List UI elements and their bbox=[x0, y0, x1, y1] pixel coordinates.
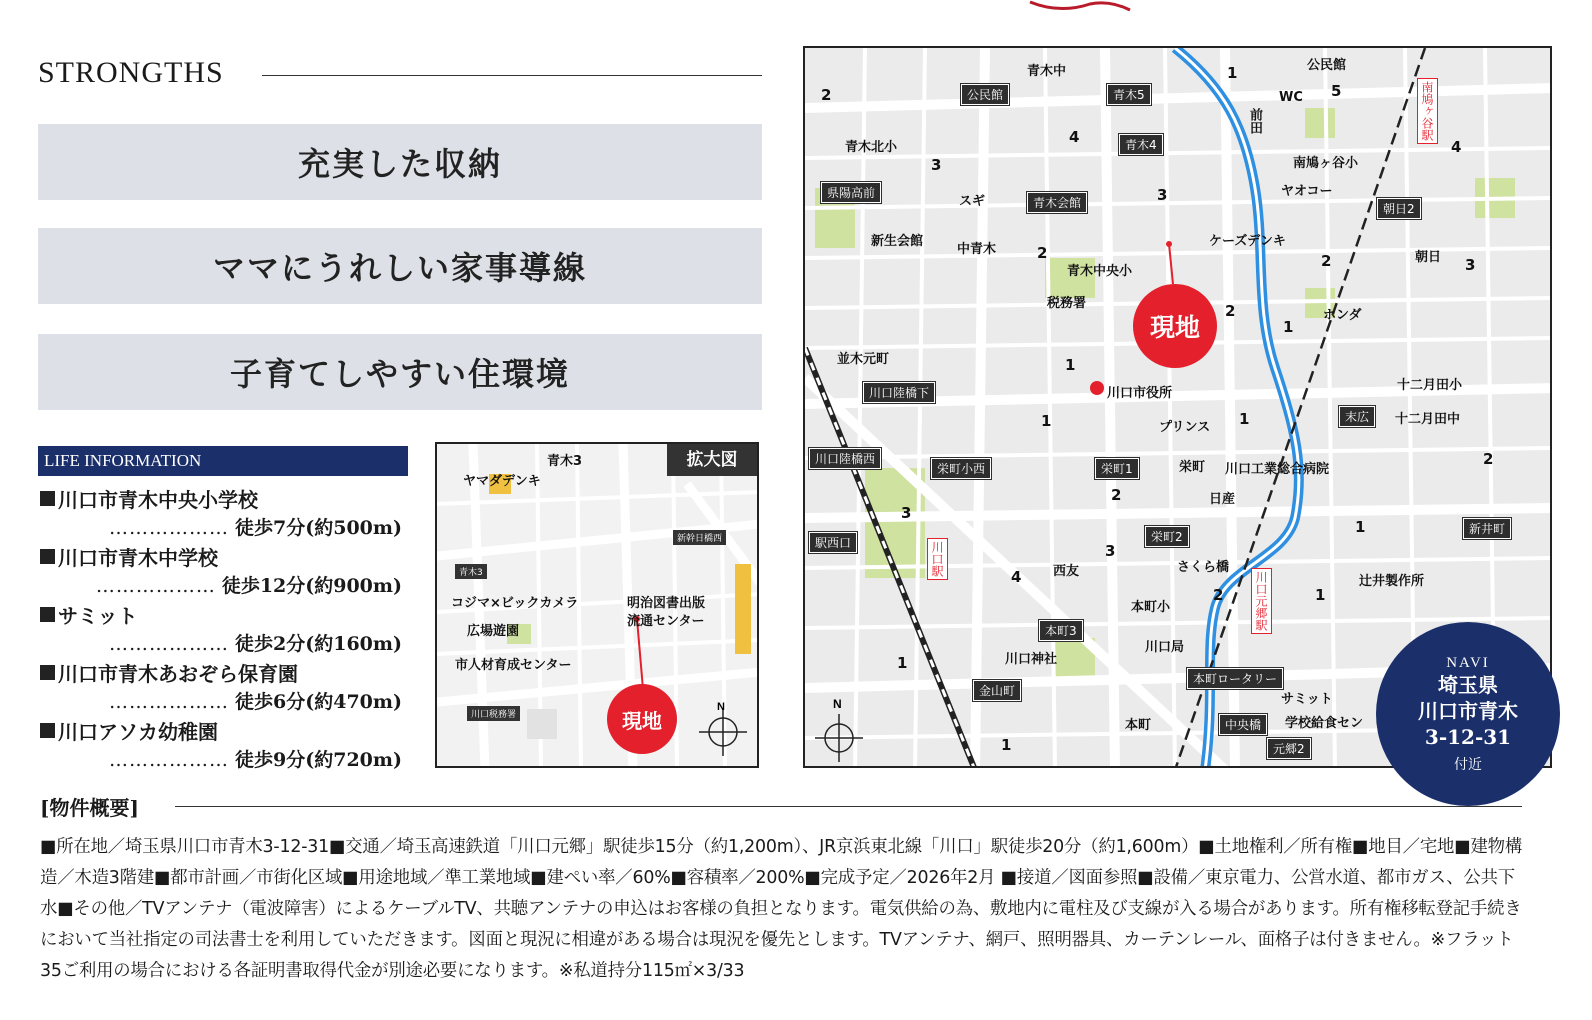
map-label: 川口局 bbox=[1145, 640, 1185, 655]
list-item: 川口市青木中央小学校 ……………… 徒歩7分(約500m) bbox=[40, 484, 402, 542]
map-label: サミット bbox=[1281, 692, 1333, 707]
zoom-tag: 拡大図 bbox=[667, 444, 757, 476]
intersection-sign: 公民館 bbox=[961, 84, 1009, 105]
intersection-sign: 本町3 bbox=[1039, 620, 1083, 641]
navi-city: 川口市青木 bbox=[1418, 698, 1518, 723]
svg-text:N: N bbox=[833, 697, 842, 711]
intersection-sign: 青木会館 bbox=[1027, 192, 1087, 213]
intersection-sign: 元郷2 bbox=[1267, 738, 1311, 759]
map-label: ケーズデンキ bbox=[1209, 234, 1286, 249]
list-item: サミット ……………… 徒歩2分(約160m) bbox=[40, 600, 402, 658]
outline-text: ■所在地／埼玉県川口市青木3-12-31■交通／埼玉高速鉄道「川口元郷」駅徒歩15分（約1,200m）、JR京浜東北線「川口」駅徒歩20分（約1,600m）■土地権利／所有権■地目／宅地■建物構造／木造3階建■都市計画／市街化区域■用途地域／準工業地域■建ぺい率／60%■容積率／200%■完成予定／2026年2月 ■接道／図面参照■設備／東京電力、公営水道、都市ガス、公共下水■その他／TVアンテナ（電波障害）によるケーブルTV、共聴アンテナの申込はお客様の負担となります。電気供給の為、敷地内に電柱及び支線が入る場合があります。所有権移転登記手続きにおいて当社指定の司法書士を利用していただきます。図面と現況に相違がある場合は現況を優先とします。TVアンテナ、網戸、照明器具、カーテンレール、面格子は付きません。※フラット35ご利用の場合における各証明書取得代金が別途必要になります。※私道持分115㎡×3/33 bbox=[40, 837, 1523, 981]
map-label: 十二月田中 bbox=[1395, 412, 1461, 427]
intersection-sign: 栄町小西 bbox=[931, 458, 991, 479]
navi-vicinity: 付近 bbox=[1454, 756, 1482, 773]
map-label: 本町 bbox=[1125, 718, 1152, 733]
intersection-sign: 駅西口 bbox=[809, 532, 857, 553]
walk-time: 徒歩7分(約500m) bbox=[235, 517, 402, 539]
map-label: 川口市役所 bbox=[1107, 386, 1173, 401]
map-label: 新生会館 bbox=[871, 234, 924, 249]
map-label: 明治図書出版 bbox=[627, 596, 706, 611]
map-label: 朝日 bbox=[1415, 250, 1442, 265]
intersection-sign: 新幹日橋西 bbox=[673, 530, 726, 545]
map-label: ヤマダデンキ bbox=[463, 474, 541, 489]
walk-time: 徒歩2分(約160m) bbox=[235, 633, 402, 655]
map-label: さくら橋 bbox=[1177, 560, 1230, 575]
map-label: 学校給食セン bbox=[1285, 716, 1364, 731]
map-label: コジマ×ビックカメラ bbox=[451, 596, 579, 611]
intersection-sign: 県陽高前 bbox=[821, 182, 881, 203]
walk-time: 徒歩9分(約720m) bbox=[235, 749, 402, 771]
map-label: 十二月田小 bbox=[1397, 378, 1463, 393]
divider bbox=[175, 806, 1522, 807]
map-label: 公民館 bbox=[1307, 58, 1347, 73]
station-label: 川口駅 bbox=[927, 538, 948, 580]
intersection-sign: 青木4 bbox=[1119, 134, 1163, 155]
intersection-sign: 青木3 bbox=[455, 564, 487, 579]
map-label: 栄町 bbox=[1179, 460, 1206, 475]
strengths-title: STRONGTHS bbox=[38, 56, 224, 89]
map-label: 西友 bbox=[1053, 564, 1080, 579]
map-label: WC bbox=[1279, 90, 1303, 105]
facility-name: 川口市青木中学校 bbox=[58, 545, 218, 570]
intersection-sign: 新井町 bbox=[1463, 518, 1511, 539]
map-label: 本町小 bbox=[1131, 600, 1171, 615]
intersection-sign: 川口税務署 bbox=[467, 706, 520, 721]
map-label: プリンス bbox=[1159, 420, 1211, 435]
navi-label: NAVI bbox=[1446, 654, 1490, 671]
list-item: 川口市青木中学校 ……………… 徒歩12分(約900m) bbox=[40, 542, 402, 600]
intersection-sign: 栄町1 bbox=[1095, 458, 1139, 479]
site-marker: 現地 bbox=[607, 684, 677, 754]
site-marker: 現地 bbox=[1133, 284, 1217, 368]
facility-name: 川口市青木中央小学校 bbox=[58, 487, 258, 512]
walk-time: 徒歩12分(約900m) bbox=[221, 575, 402, 597]
intersection-sign: 栄町2 bbox=[1145, 526, 1189, 547]
intersection-sign: 青木5 bbox=[1107, 84, 1151, 105]
intersection-sign: 朝日2 bbox=[1377, 198, 1421, 219]
walk-time: 徒歩6分(約470m) bbox=[235, 691, 402, 713]
station-label: 南鳩ヶ谷駅 bbox=[1417, 78, 1438, 144]
life-info-list bbox=[40, 484, 402, 774]
navi-pref: 埼玉県 bbox=[1438, 672, 1498, 697]
map-label: 税務署 bbox=[1047, 296, 1087, 311]
life-info-title: LIFE INFORMATION bbox=[38, 446, 408, 476]
map-label: 青木北小 bbox=[845, 140, 898, 155]
navi-address: 3-12-31 bbox=[1424, 724, 1512, 749]
map-label: 日産 bbox=[1209, 492, 1236, 507]
intersection-sign: 末広 bbox=[1339, 406, 1375, 427]
strength-item: 子育てしやすい住環境 bbox=[38, 334, 762, 410]
map-label: 青木中央小 bbox=[1067, 264, 1133, 279]
map-label: 前田 bbox=[1247, 108, 1262, 134]
svg-text:N: N bbox=[717, 701, 725, 713]
divider bbox=[262, 75, 762, 76]
map-label: 並木元町 bbox=[837, 352, 890, 367]
outline-title: [物件概要] bbox=[40, 796, 139, 820]
map-label: ホンダ bbox=[1323, 308, 1362, 323]
facility-name: サミット bbox=[58, 603, 138, 628]
map-label: 中青木 bbox=[957, 242, 997, 257]
facility-name: 川口市青木あおぞら保育園 bbox=[58, 661, 298, 686]
map-label: 広場遊園 bbox=[467, 624, 520, 639]
map-label: 青木中 bbox=[1027, 64, 1067, 79]
intersection-sign: 金山町 bbox=[973, 680, 1021, 701]
detail-map bbox=[435, 442, 759, 768]
map-label: 川口工業総合病院 bbox=[1225, 462, 1330, 477]
intersection-sign: 川口陸橋西 bbox=[809, 448, 881, 469]
map-label: 青木3 bbox=[547, 454, 583, 469]
strength-item: 充実した収納 bbox=[38, 124, 762, 200]
intersection-sign: 中央橋 bbox=[1219, 714, 1267, 735]
intersection-sign: 川口陸橋下 bbox=[863, 382, 935, 403]
facility-name: 川口アソカ幼稚園 bbox=[58, 719, 218, 744]
map-label: 南鳩ヶ谷小 bbox=[1293, 156, 1359, 171]
map-label: ヤオコー bbox=[1281, 184, 1333, 199]
map-label: 流通センター bbox=[627, 614, 705, 629]
map-label: 辻井製作所 bbox=[1359, 574, 1425, 589]
intersection-sign: 本町ロータリー bbox=[1187, 668, 1283, 689]
area-map: N 青木中 公民館 WC 前田 青木北小 スギ ヤオコー 南鳩ヶ谷小 新生会館 中青木 ケーズデンキ 朝日 青木中央小 税務署 ホンダ 並木元町 川口市役所 十二月田小 十二月田中 プリンス 栄町 川口工業総合病院 日産 西友 さくら橋 辻井製作所 本町小 川口局 川口神社 サミット 学校給食セン 本町 公民館 青木5 青木4 県陽高前 青木会館 朝日2 川口陸橋下 川口陸橋西 栄町小西 栄町1 栄町2 末広 新井町 駅西口 本町3 本町ロータリー 金山町 中央橋 元郷2 南鳩ヶ谷駅 川口駅 川口元郷駅 2 1 5 4 3 3 4 2 2 3 2 1 1 1 1 2 3 2 1 3 4 2 1 1 1 現地 bbox=[803, 46, 1552, 768]
map-label: スギ bbox=[959, 194, 986, 209]
strength-item: ママにうれしい家事導線 bbox=[38, 228, 762, 304]
list-item: 川口市青木あおぞら保育園 ……………… 徒歩6分(約470m) bbox=[40, 658, 402, 716]
station-label: 川口元郷駅 bbox=[1251, 568, 1272, 634]
navi-badge bbox=[1376, 622, 1560, 806]
decorative-swash bbox=[1020, 0, 1140, 14]
map-label: 川口神社 bbox=[1005, 652, 1058, 667]
list-item: 川口アソカ幼稚園 ……………… 徒歩9分(約720m) bbox=[40, 716, 402, 774]
map-label: 市人材育成センター bbox=[455, 658, 572, 673]
